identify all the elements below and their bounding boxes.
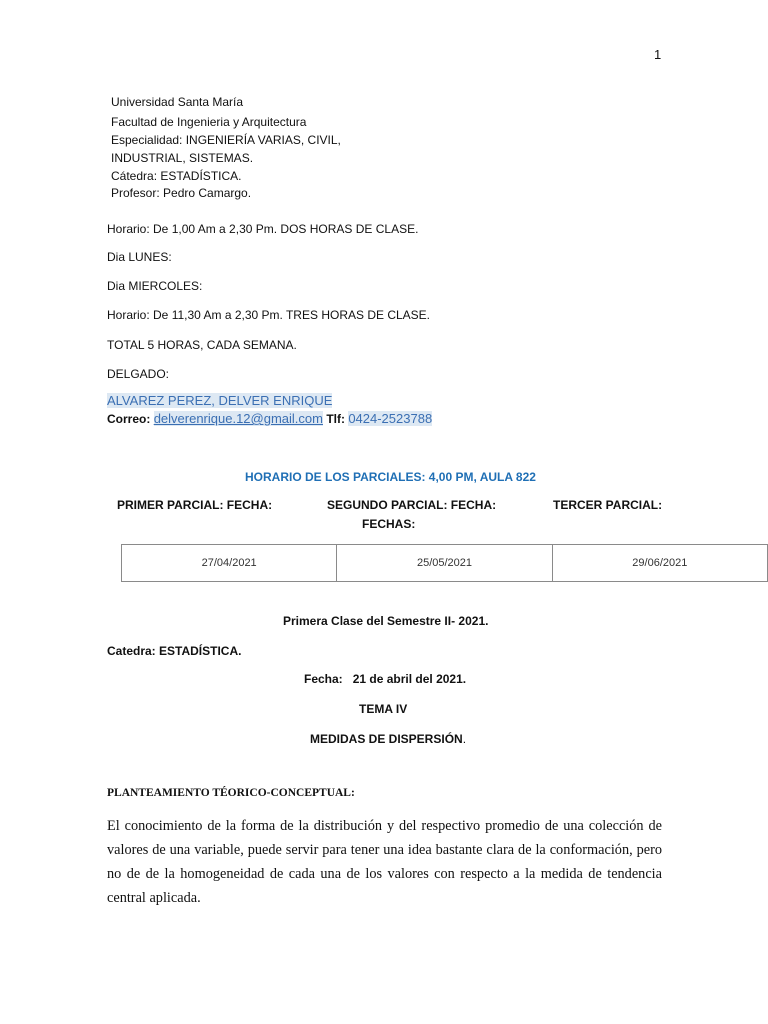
- correo-label: Correo:: [107, 412, 151, 426]
- tema-title: TEMA IV: [359, 702, 408, 716]
- page-number: 1: [654, 47, 662, 62]
- specialty-line: Especialidad: INGENIERÍA VARIAS, CIVIL,: [111, 133, 341, 147]
- exam-dates-table: [121, 544, 768, 582]
- fechas-label: FECHAS:: [362, 517, 416, 531]
- phone-number: 0424-2523788: [348, 411, 433, 426]
- medidas-period: .: [462, 732, 467, 746]
- theory-heading: PLANTEAMIENTO TÉORICO-CONCEPTUAL:: [107, 787, 355, 799]
- exam-date-1: 27/04/2021: [122, 545, 337, 582]
- table-row: [122, 545, 768, 582]
- catedra-line: Cátedra: ESTADÍSTICA.: [111, 169, 242, 183]
- horario-line-1: Horario: De 1,00 Am a 2,30 Pm. DOS HORAS DE CLASE.: [107, 222, 419, 236]
- first-class-title: Primera Clase del Semestre II- 2021.: [283, 614, 489, 628]
- fecha-label: Fecha:: [304, 672, 343, 686]
- medidas-text: MEDIDAS DE DISPERSIÓN: [310, 732, 463, 746]
- faculty-name: Facultad de Ingenieria y Arquitectura: [111, 115, 307, 129]
- professor-line: Profesor: Pedro Camargo.: [111, 186, 252, 200]
- exam-date-2: 25/05/2021: [337, 545, 552, 582]
- tlf-label: Tlf:: [326, 412, 345, 426]
- exam-schedule-title: HORARIO DE LOS PARCIALES: 4,00 PM, AULA 822: [245, 470, 536, 484]
- medidas-title: [310, 732, 466, 746]
- fecha-line: [304, 672, 466, 686]
- delegate-name: ALVAREZ PEREZ, DELVER ENRIQUE: [107, 393, 333, 408]
- exam-header-1: PRIMER PARCIAL: FECHA:: [117, 498, 273, 512]
- theory-paragraph: El conocimiento de la forma de la distribución y del respectivo promedio de una colección de valores de una variable, puede servir para tener una idea bastante clara de la conformación, pero no de de la homogeneidad de cada una de los valores con respecto a la medida de tendencia central aplicada.: [107, 818, 662, 906]
- total-hours: TOTAL 5 HORAS, CADA SEMANA.: [107, 338, 297, 352]
- delegado-label: DELGADO:: [107, 367, 170, 381]
- exam-header-3: TERCER PARCIAL:: [553, 498, 663, 512]
- exam-header-2: SEGUNDO PARCIAL: FECHA:: [327, 498, 497, 512]
- specialty-line-continued: INDUSTRIAL, SISTEMAS.: [111, 151, 254, 165]
- email-link[interactable]: delverenrique.12@gmail.com: [153, 411, 323, 426]
- delegate-contact-line: [107, 411, 432, 426]
- fecha-value: 21 de abril del 2021.: [352, 672, 467, 686]
- university-name: Universidad Santa María: [111, 95, 244, 109]
- horario-line-2: Horario: De 11,30 Am a 2,30 Pm. TRES HORAS DE CLASE.: [107, 308, 431, 322]
- dia-miercoles: Dia MIERCOLES:: [107, 279, 203, 293]
- catedra-line-2: Catedra: ESTADÍSTICA.: [107, 644, 242, 658]
- dia-lunes: Dia LUNES:: [107, 250, 172, 264]
- exam-date-3: 29/06/2021: [552, 545, 767, 582]
